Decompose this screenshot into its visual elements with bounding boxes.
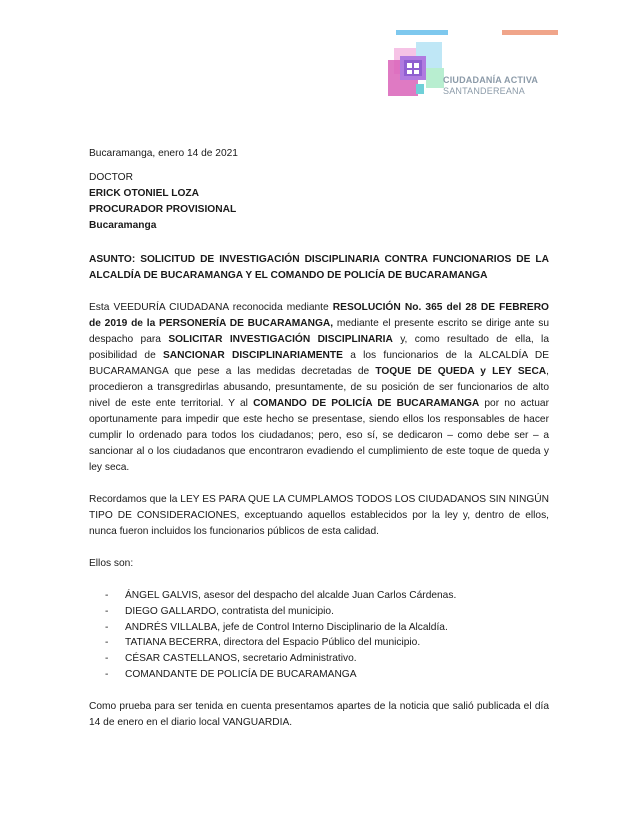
recipient-position: PROCURADOR PROVISIONAL [89, 204, 237, 215]
list-dash: - [105, 605, 109, 617]
p1-text-1: Esta VEEDURÍA CIUDADANA reconocida mediante [89, 302, 333, 313]
list-item [89, 620, 549, 636]
p1-text-4: a los funcionarios de la ALCALDÍA DE BUCARAMANGA que pese a las medidas decretadas de [89, 350, 549, 377]
list-dash: - [105, 590, 109, 601]
p1-bold-resolution: RESOLUCIÓN No. 365 del 28 DE FEBRERO de 2019 de la PERSONERÍA DE BUCARAMANGA, [89, 302, 549, 329]
paragraph-3: Como prueba para ser tenida en cuenta presentamos apartes de la noticia que salió publicada el día 14 de enero en el diario local VANGUARDIA. [89, 700, 549, 728]
letter-subject: ASUNTO: SOLICITUD DE INVESTIGACIÓN DISCIPLINARIA CONTRA FUNCIONARIOS DE LA ALCALDÍA DE BUCARAMANGA Y EL COMANDO DE POLICÍA DE BUCARAMANGA [89, 254, 549, 281]
list-item-text: TATIANA BECERRA, directora del Espacio Público del municipio. [125, 637, 421, 649]
letter-date: Bucaramanga, enero 14 de 2021 [89, 148, 238, 159]
recipient-title: DOCTOR [89, 172, 133, 183]
p1-text-2: mediante el presente escrito se dirige ante su despacho para [89, 318, 549, 345]
list-item [89, 604, 549, 620]
p1-bold-comando: COMANDO DE POLICÍA DE BUCARAMANGA [253, 398, 480, 409]
recipient-block [89, 170, 549, 234]
header-bar-blue [396, 30, 448, 35]
p1-text-3: y, como resultado de ella, la posibilidad de [89, 334, 549, 361]
list-dash: - [105, 637, 109, 649]
paragraph-2: Recordamos que la LEY ES PARA QUE LA CUMPLAMOS TODOS LOS CIUDADANOS SIN NINGÚN TIPO DE CONSIDERACIONES, exceptuando aquellos establecidos por la ley y, dentro de ellos, nunca fueron incluidos los funcionarios públicos de esta calidad. [89, 494, 549, 537]
logo-subtitle: SANTANDEREANA [443, 86, 525, 96]
header-bar-orange [502, 30, 558, 35]
list-item [89, 651, 549, 667]
list-item-text: DIEGO GALLARDO, contratista del municipio. [125, 605, 334, 617]
list-item [89, 588, 549, 604]
recipient-name: ERICK OTONIEL LOZA [89, 188, 199, 199]
officials-list [89, 588, 549, 683]
list-item-text: COMANDANTE DE POLICÍA DE BUCARAMANGA [125, 668, 357, 680]
p1-text-5: , procedieron a transgredirlas abusando, presuntamente, de su posición de ser funcionarios de alto nivel de este ente territorial. Y al [89, 366, 550, 409]
paragraph-1 [89, 300, 549, 476]
list-item [89, 667, 549, 683]
list-intro: Ellos son: [89, 558, 134, 569]
list-dash: - [105, 668, 109, 680]
letter-body [89, 146, 549, 731]
p1-bold-solicitar: SOLICITAR INVESTIGACIÓN DISCIPLINARIA [168, 334, 393, 345]
logo-title: CIUDADANÍA ACTIVA [443, 75, 539, 85]
p1-bold-sancionar: SANCIONAR DISCIPLINARIAMENTE [163, 350, 343, 361]
list-item [89, 635, 549, 651]
p1-text-6: por no actuar oportunamente para impedir que este hecho se presentase, siendo ellos los responsables de hacer cumplir lo ordenado para todos los ciudadanos; pero, eso sí, se dedicaron – como debe ser – a sancionar al o los ciudadanos que encontraron evadiendo el cumplimiento de este toque de queda y ley seca. [89, 398, 549, 473]
list-item-text: CÉSAR CASTELLANOS, secretario Administrativo. [125, 653, 357, 665]
recipient-city: Bucaramanga [89, 220, 157, 231]
list-item-text: ÁNGEL GALVIS, asesor del despacho del alcalde Juan Carlos Cárdenas. [125, 590, 457, 601]
list-item-text: ANDRÉS VILLALBA, jefe de Control Interno Disciplinario de la Alcaldía. [125, 621, 448, 633]
list-dash: - [105, 653, 109, 665]
p1-bold-toque: TOQUE DE QUEDA y LEY SECA [375, 366, 547, 377]
list-dash: - [105, 621, 109, 633]
